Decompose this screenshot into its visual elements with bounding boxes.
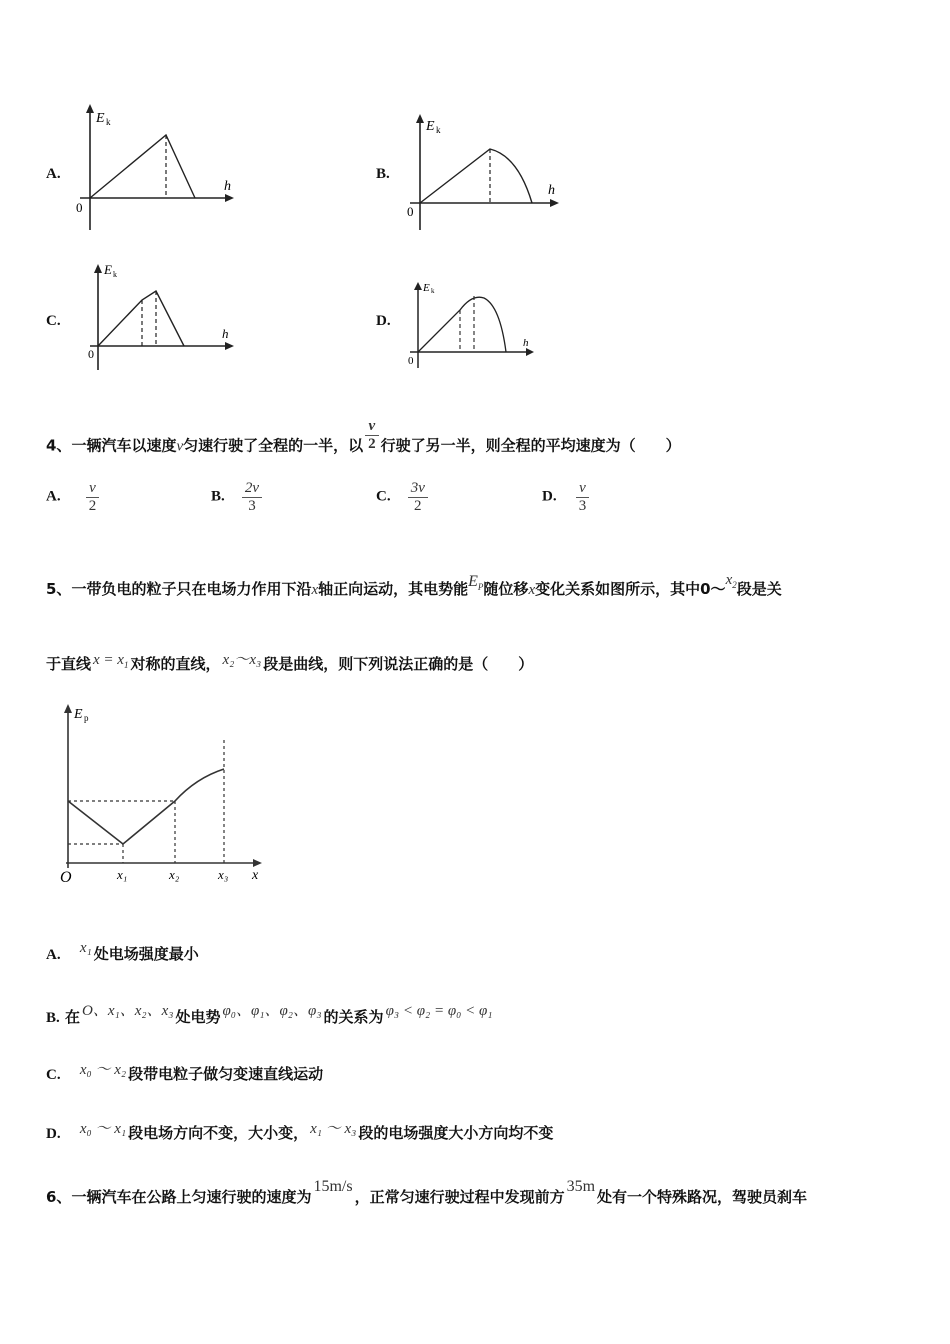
q3-graph-c <box>78 258 248 378</box>
y-axis-label: E <box>96 111 105 126</box>
q6-speed: 15m/s <box>313 1178 353 1195</box>
q5-ep-graph <box>48 696 278 891</box>
x-axis-label: h <box>224 179 231 194</box>
q4-var-v: v <box>176 438 184 455</box>
q4-text-a: 一辆汽车以速度 <box>71 436 177 455</box>
q5-question-line2: 于直线 $x = x_1$ 对称的直线， x₂～x₃ 段是曲线，则下列说法正确的是（ ） <box>46 652 534 673</box>
y-axis-sub: p <box>84 713 89 723</box>
svg-text:E: E <box>426 119 435 134</box>
q3-graph-a <box>68 100 248 240</box>
q4-option-b[interactable]: B. $\frac{2v}{3}$ <box>211 480 262 514</box>
ek-curve <box>418 297 506 352</box>
svg-text:k: k <box>113 270 117 279</box>
q3-option-a-label[interactable]: A. <box>46 166 61 182</box>
q3-graph-d <box>400 276 550 376</box>
q5-question-line1: 5、一带负电的粒子只在电场力作用下沿x轴正向运动，其电势能$E_P$随位移x变化关系如图所示，其中$0\sim x_2$段是关 <box>46 572 782 598</box>
svg-text:h: h <box>222 326 229 341</box>
origin-label: O <box>60 869 72 886</box>
y-axis-sub: k <box>106 117 111 127</box>
q3-option-c-label[interactable]: C. <box>46 313 61 329</box>
x-axis-label: x <box>252 868 259 883</box>
svg-text:0: 0 <box>408 355 414 367</box>
tick-x3: x₃ <box>218 867 229 882</box>
q3-graph-b <box>398 108 578 238</box>
svg-text:k: k <box>436 125 441 135</box>
svg-text:h: h <box>548 183 555 198</box>
q4-number: 4、 <box>46 436 72 455</box>
x-axis-arrow <box>225 194 234 202</box>
svg-text:k: k <box>431 287 435 295</box>
svg-text:0: 0 <box>88 347 94 361</box>
svg-text:E: E <box>423 282 430 294</box>
ep-curve <box>175 769 224 801</box>
q6-distance: 35m <box>566 1178 596 1195</box>
ek-curve <box>90 135 195 198</box>
svg-text:E: E <box>104 262 112 277</box>
q4-option-d[interactable]: D. $\frac{v}{3}$ <box>542 480 589 514</box>
svg-text:h: h <box>523 337 529 349</box>
y-axis-arrow <box>86 104 94 113</box>
q5-option-c[interactable]: C. x₀ ～ x₂ 段带电粒子做匀变速直线运动 <box>46 1062 324 1083</box>
ek-curve <box>420 149 532 203</box>
svg-text:0: 0 <box>407 204 414 219</box>
q5-option-d[interactable]: D. x₀ ～ x₁ 段电场方向不变，大小变， x₁ ～ x₃ 段的电场强度大小方向均不变 <box>46 1121 554 1142</box>
q4-option-a[interactable]: A. $\frac{v}{2}$ <box>46 480 99 514</box>
q4-text-b: 匀速行驶了全程的一半，以 <box>183 436 364 455</box>
q4-question <box>46 418 681 456</box>
tick-x2: x₂ <box>169 867 180 882</box>
tick-x1: x₁ <box>117 867 128 882</box>
q3-option-d-label[interactable]: D. <box>376 313 391 329</box>
q4-option-c[interactable]: C. $\frac{3v}{2}$ <box>376 480 428 514</box>
q6-question: 6、一辆汽车在公路上匀速行驶的速度为15m/s，正常匀速行驶过程中发现前方35m处有一个特殊路况，驾驶员刹车 <box>46 1178 808 1206</box>
q5-option-a[interactable]: A. x₁ 处电场强度最小 <box>46 940 199 963</box>
q4-fraction: $\frac{v}{2}$ <box>365 418 379 452</box>
q3-option-b-label[interactable]: B. <box>376 166 390 182</box>
origin-label: 0 <box>76 200 83 215</box>
q5-option-b[interactable]: B. 在 O、x₁、x₂、x₃ 处电势 φ₀、φ₁、φ₂、φ₃ 的关系为 φ₃ < φ₂ = φ₀ < φ₁ <box>46 1003 493 1026</box>
ep-line <box>68 801 175 844</box>
ek-curve <box>98 291 184 346</box>
ep-symbol: $E_P$ <box>468 573 484 593</box>
y-axis-label: E <box>74 707 83 722</box>
q4-text-c: 行驶了另一半，则全程的平均速度为（ ） <box>380 436 681 455</box>
